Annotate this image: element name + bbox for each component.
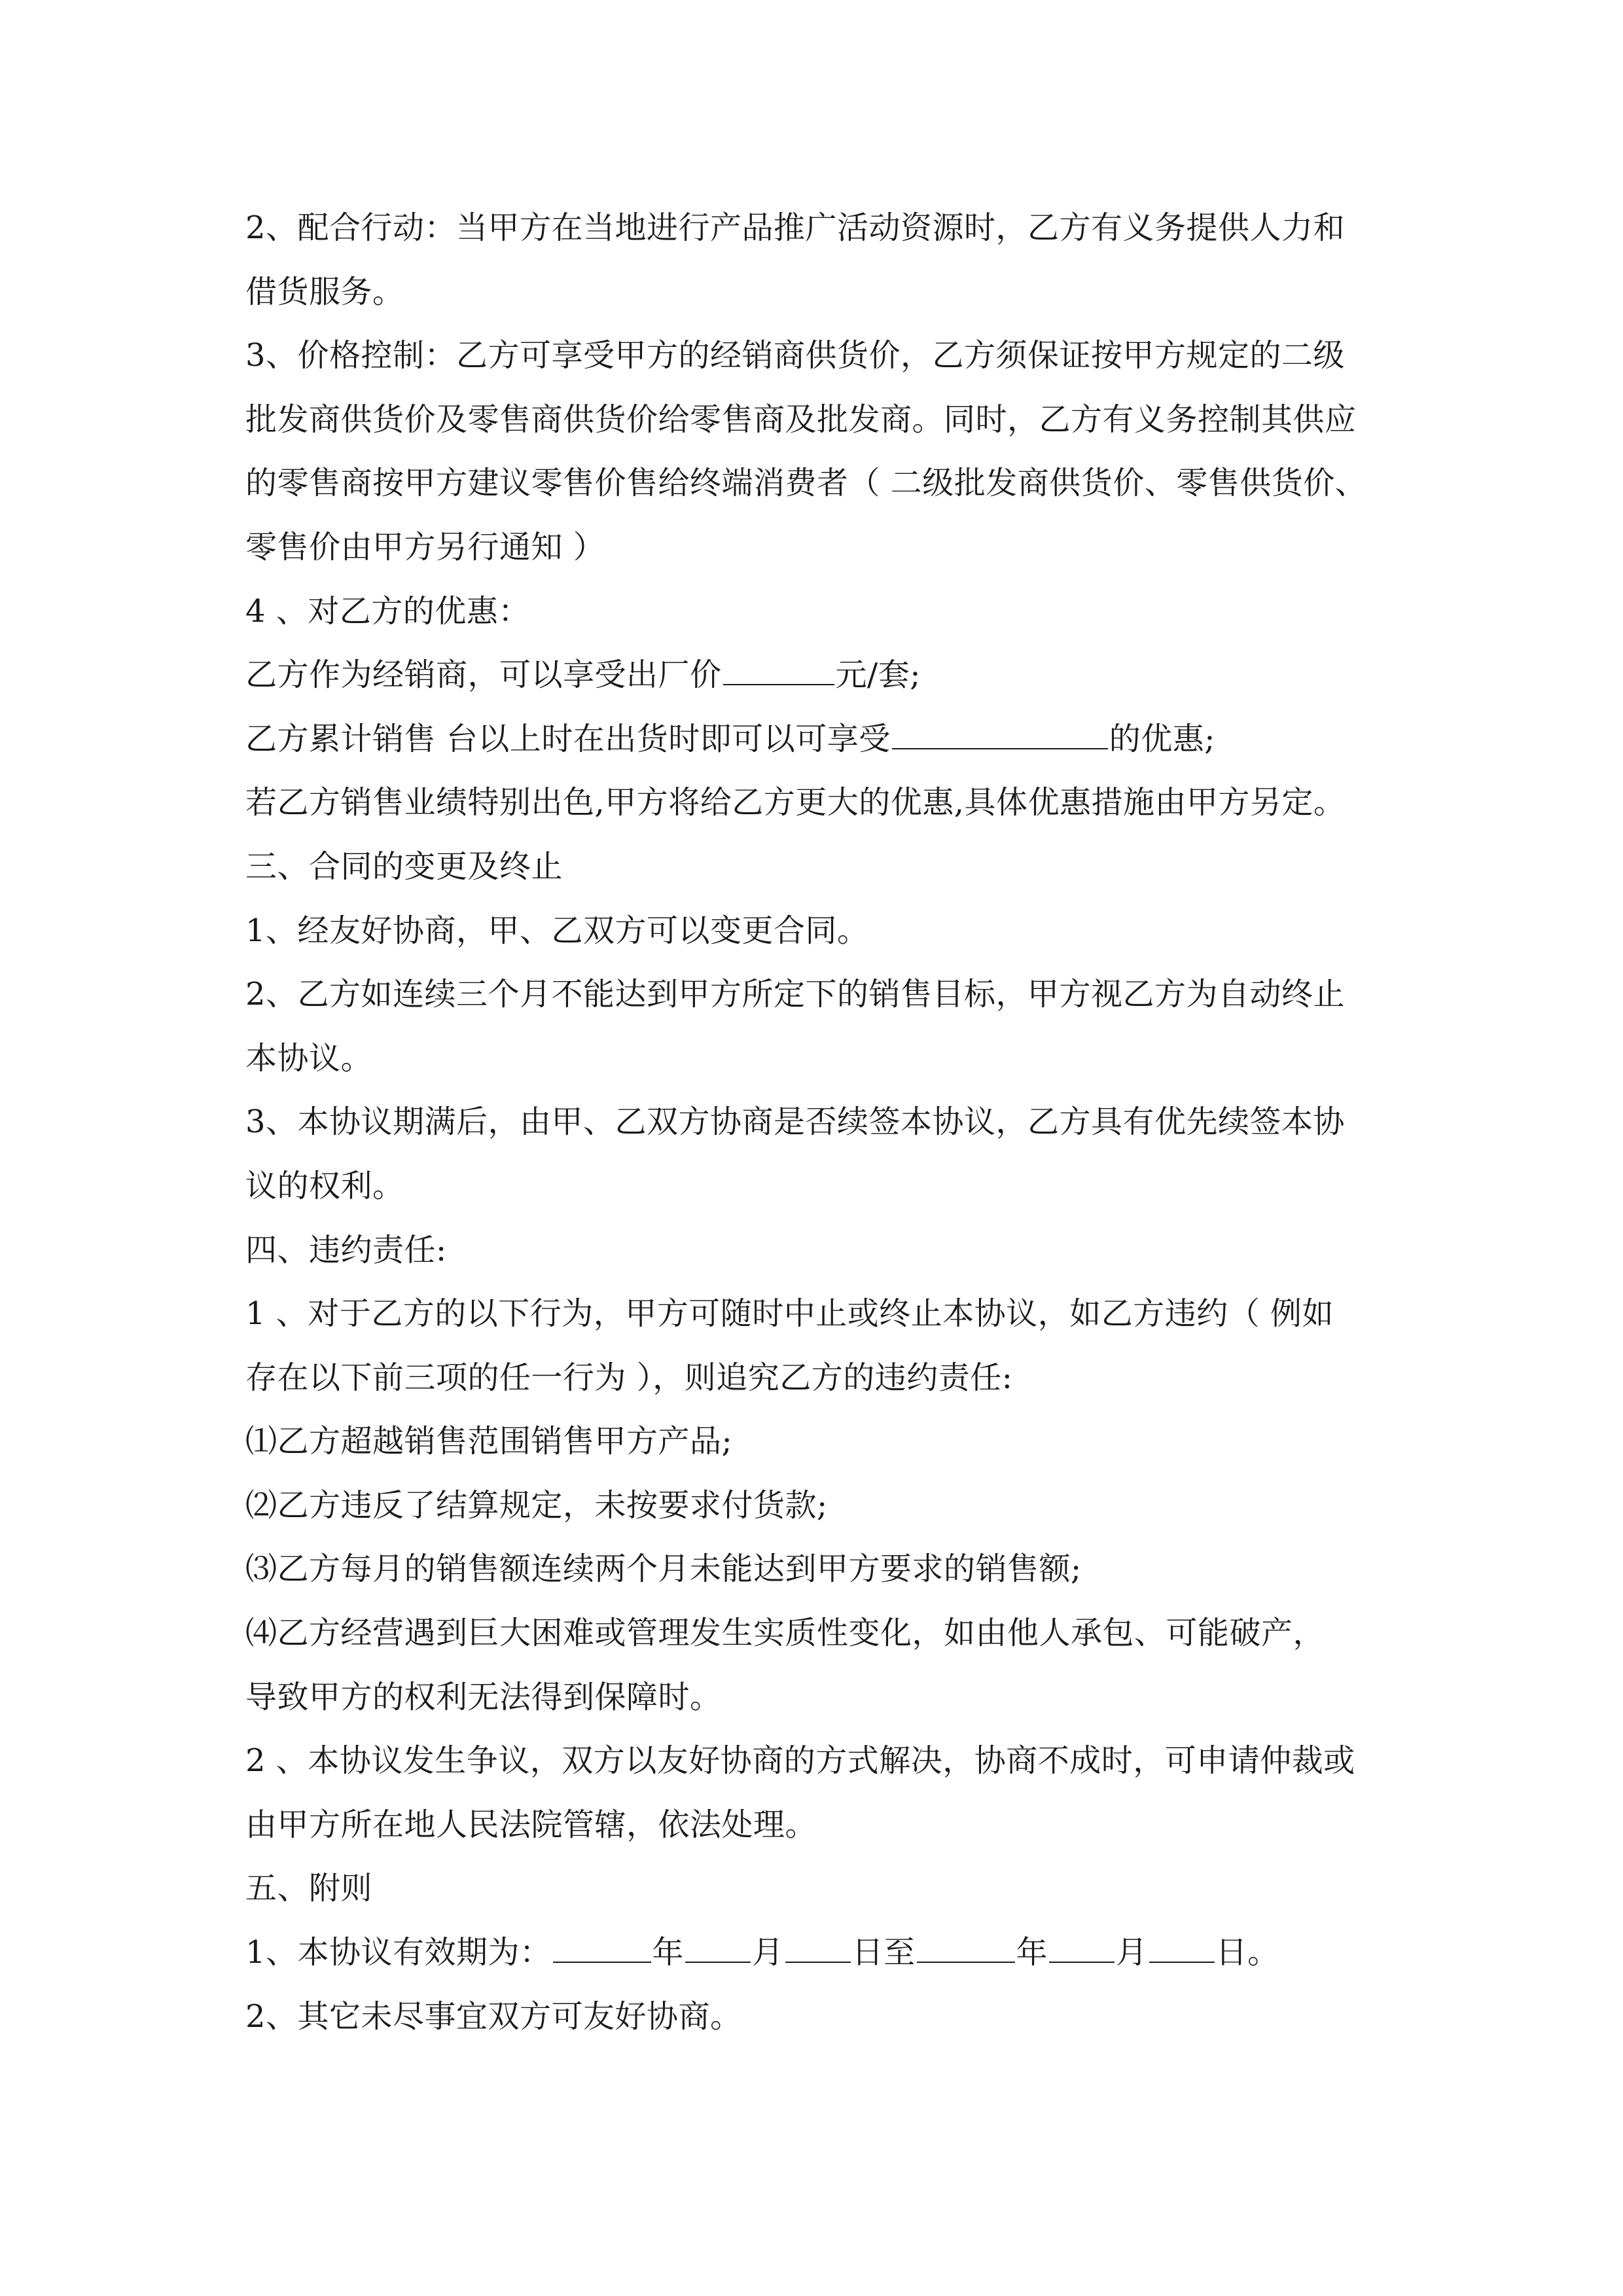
price-unit: 元/套; <box>835 656 921 694</box>
end-year-label: 年 <box>1016 1934 1048 1971</box>
start-month-blank <box>685 1926 751 1963</box>
paragraph-line: 3、本协议期满后，由甲、乙双方协商是否续签本协议，乙方具有优先续签本协 <box>245 1103 1346 1141</box>
benefit-blank <box>892 713 1108 749</box>
start-year-blank <box>553 1926 651 1963</box>
paragraph-line: 议的权利。 <box>245 1167 404 1204</box>
section-heading: 五、附则 <box>245 1870 373 1907</box>
paragraph-line: 导致甲方的权利无法得到保障时。 <box>245 1678 722 1715</box>
paragraph-line: 批发商供货价及零售商供货价给零售商及批发商。同时，乙方有义务控制其供应 <box>245 401 1357 438</box>
paragraph-line: 2、乙方如连续三个月不能达到甲方所定下的销售目标，甲方视乙方为自动终止 <box>245 976 1346 1013</box>
document-body <box>245 196 1397 2049</box>
price-label: 乙方作为经销商，可以享受出厂价 <box>245 656 722 694</box>
list-item: ⑵乙方违反了结算规定，未按要求付货款; <box>245 1486 828 1524</box>
paragraph-line: 1 、对于乙方的以下行为，甲方可随时中止或终止本协议，如乙方违约（ 例如 <box>245 1295 1334 1333</box>
paragraph-line: 本协议。 <box>245 1039 373 1077</box>
end-month-label: 月 <box>1116 1934 1148 1971</box>
list-item: ⑴乙方超越销售范围销售甲方产品; <box>245 1423 733 1460</box>
paragraph-line: 3、价格控制：乙方可享受甲方的经销商供货价，乙方须保证按甲方规定的二级 <box>245 337 1346 374</box>
paragraph-line: 2、其它未尽事宜双方可友好协商。 <box>245 1998 742 2035</box>
section-heading: 三、合同的变更及终止 <box>245 848 563 885</box>
validity-label: 1、本协议有效期为： <box>245 1934 552 1971</box>
paragraph-line: 由甲方所在地人民法院管辖，依法处理。 <box>245 1806 817 1843</box>
end-day-label: 日。 <box>1215 1934 1279 1971</box>
benefit-suffix: 的优惠; <box>1109 720 1215 757</box>
paragraph-line: 零售价由甲方另行通知 ） <box>245 528 605 565</box>
validity-line <box>245 1921 1397 1985</box>
paragraph-line: 4 、对乙方的优惠： <box>245 592 530 630</box>
price-blank <box>723 649 834 685</box>
start-day-blank <box>785 1926 851 1963</box>
start-month-label: 月 <box>752 1934 784 1971</box>
section-heading: 四、违约责任: <box>245 1231 447 1268</box>
start-day-label: 日至 <box>851 1934 916 1971</box>
end-month-blank <box>1049 1926 1115 1963</box>
benefit-label: 乙方累计销售 台以上时在出货时即可以可享受 <box>245 720 891 757</box>
end-year-blank <box>917 1926 1015 1963</box>
end-day-blank <box>1149 1926 1215 1963</box>
paragraph-line: 若乙方销售业绩特别出色,甲方将给乙方更大的优惠,具体优惠措施由甲方另定。 <box>245 784 1346 821</box>
paragraph-line: 借货服务。 <box>245 273 404 310</box>
paragraph-line: 1、经友好协商，甲、乙双方可以变更合同。 <box>245 912 869 949</box>
list-item: ⑶乙方每月的销售额连续两个月未能达到甲方要求的销售额; <box>245 1551 1082 1588</box>
paragraph-line: 2、配合行动：当甲方在当地进行产品推广活动资源时，乙方有义务提供人力和 <box>245 209 1346 246</box>
list-item: ⑷乙方经营遇到巨大困难或管理发生实质性变化，如由他人承包、可能破产， <box>245 1615 1325 1652</box>
start-year-label: 年 <box>652 1934 685 1971</box>
paragraph-line: 存在以下前三项的任一行为 ），则追究乙方的违约责任: <box>245 1359 1013 1396</box>
paragraph-line: 2 、本协议发生争议，双方以友好协商的方式解决，协商不成时，可申请仲裁或 <box>245 1742 1355 1780</box>
price-line <box>245 643 1397 708</box>
benefit-line <box>245 708 1397 772</box>
paragraph-line: 的零售商按甲方建议零售价售给终端消费者（ 二级批发商供货价、零售供货价、 <box>245 465 1367 502</box>
